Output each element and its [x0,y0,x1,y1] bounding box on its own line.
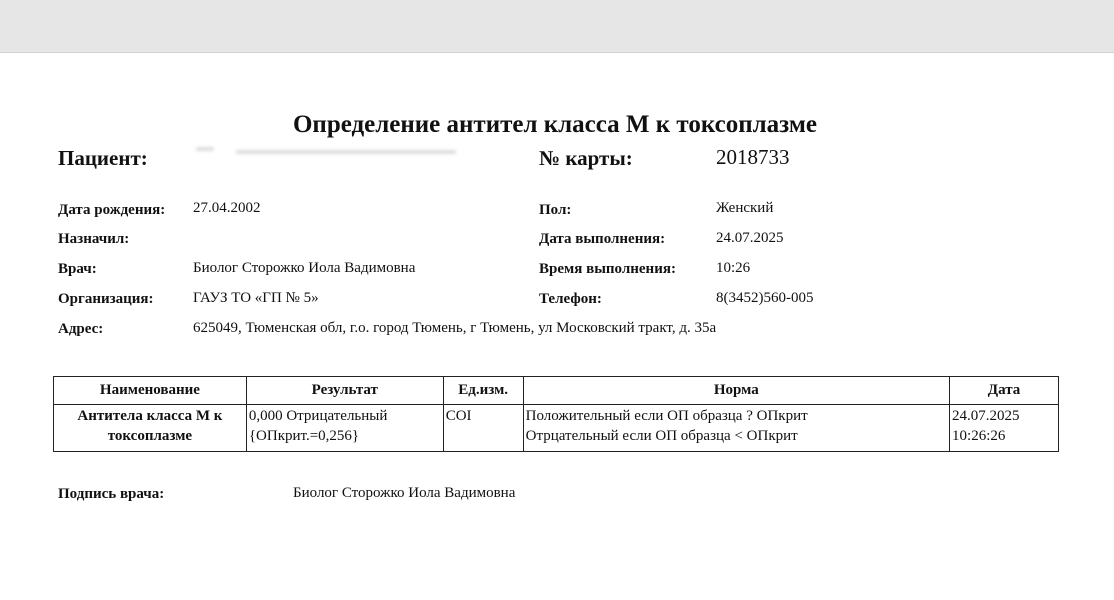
norm-cell [523,405,949,452]
exec-time-label: Время выполнения: [539,261,676,277]
table-row [54,405,1059,452]
exec-date-label: Дата выполнения: [539,231,666,247]
exec-time-value: 10:26 [716,260,751,276]
patient-label: Пациент: [58,146,148,170]
column-header-date: Дата [950,377,1059,405]
date-cell [950,405,1059,452]
redacted-patient-name [196,147,214,151]
viewer-toolbar [0,0,1114,53]
organization-value: ГАУЗ ТО «ГП № 5» [193,290,319,306]
card-number-value: 2018733 [716,145,790,169]
column-header-norm: Норма [523,377,949,405]
signature-value: Биолог Сторожко Иола Вадимовна [293,485,516,501]
column-header-name: Наименование [54,377,247,405]
unit-cell: COI [443,405,523,452]
exec-date-value: 24.07.2025 [716,230,784,246]
test-name-line: Антитела класса М к [77,408,223,424]
doctor-label: Врач: [58,261,97,277]
card-number-label: № карты: [539,146,633,170]
test-name-line: токсоплазме [107,428,193,444]
result-value: 0,000 Отрицательный [248,408,388,424]
phone-label: Телефон: [539,291,602,307]
norm-line-negative: Отрцательный если ОП образца < ОПкрит [525,428,798,444]
birth-date-label: Дата рождения: [58,202,166,218]
column-header-result: Результат [246,377,443,405]
address-label: Адрес: [58,321,104,337]
result-time: 10:26:26 [952,428,1006,444]
report-title: Определение антител класса М к токсоплазме [292,111,818,138]
sex-label: Пол: [539,202,572,218]
column-header-unit: Ед.изм. [443,377,523,405]
test-name-cell [54,405,247,452]
result-cutoff: {ОПкрит.=0,256} [248,428,360,444]
phone-value: 8(3452)560-005 [716,290,814,306]
table-header-row [54,377,1059,405]
norm-line-positive: Положительный если ОП образца ? ОПкрит [525,408,808,424]
result-cell [246,405,443,452]
prescribed-by-label: Назначил: [58,231,130,247]
doctor-value: Биолог Сторожко Иола Вадимовна [193,260,416,276]
sex-value: Женский [716,200,774,216]
address-value: 625049, Тюменская обл, г.о. город Тюмень, г Тюмень, ул Московский тракт, д. 35а [193,320,717,336]
result-date: 24.07.2025 [952,408,1020,424]
organization-label: Организация: [58,291,154,307]
birth-date-value: 27.04.2002 [193,200,261,216]
results-table [53,376,1059,452]
redacted-patient-name [236,150,456,154]
signature-label: Подпись врача: [58,486,165,502]
